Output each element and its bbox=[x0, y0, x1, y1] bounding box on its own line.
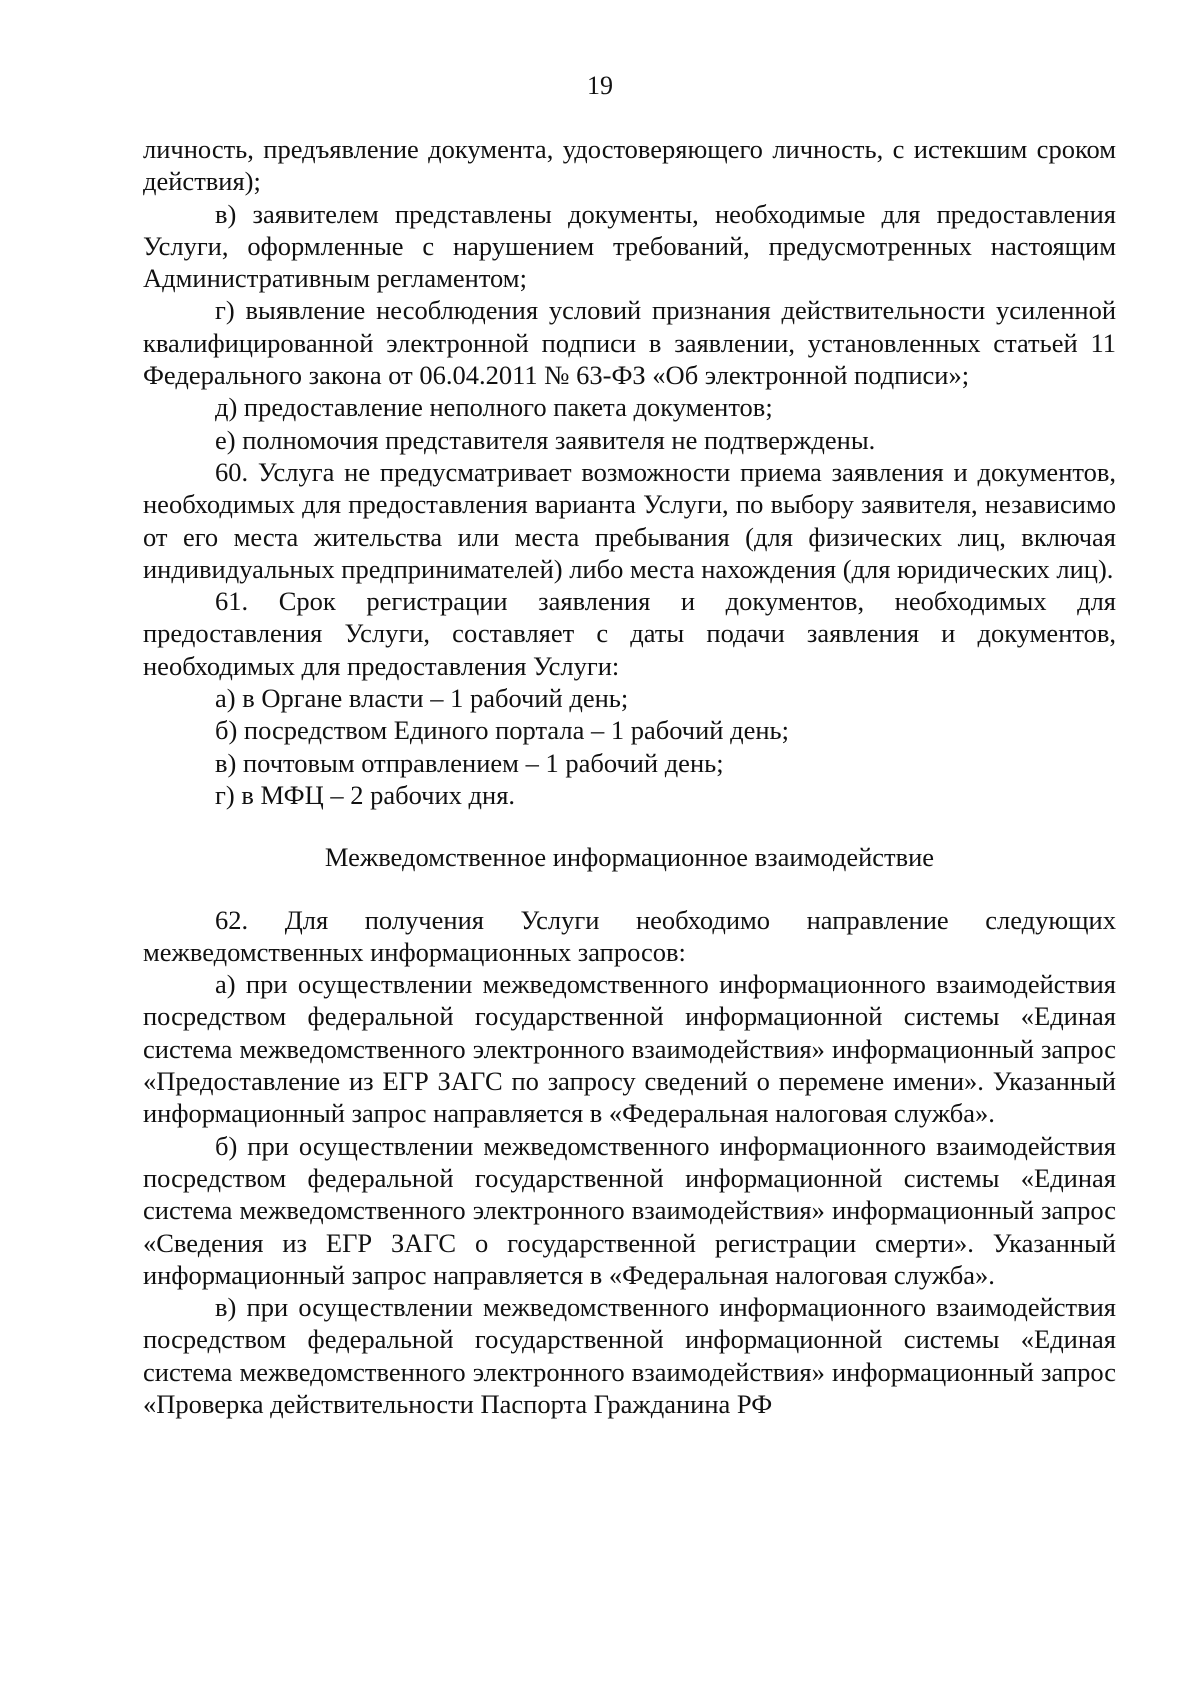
paragraph-61-v: в) почтовым отправлением – 1 рабочий день; bbox=[215, 747, 724, 778]
document-body bbox=[143, 133, 1116, 1420]
paragraph-61-a: а) в Органе власти – 1 рабочий день; bbox=[215, 683, 629, 714]
paragraph-61-b: б) посредством Единого портала – 1 рабочий день; bbox=[215, 715, 789, 746]
paragraph-62-v: в) при осуществлении межведомственного информационного взаимодействия посредством федеральной государственной информационной системы «Единая система межведомственного электронного взаимодействия» информационный запрос «Проверка действительности Паспорта Гражданина РФ bbox=[143, 1292, 1116, 1419]
paragraph-item-g: г) выявление несоблюдения условий признания действительности усиленной квалифицированной электронной подписи в заявлении, установленных статьей 11 Федерального закона от 06.04.2011 № 63-ФЗ «Об электронной подписи»; bbox=[143, 295, 1116, 391]
paragraph-item-e: е) полномочия представителя заявителя не подтверждены. bbox=[215, 424, 876, 455]
page-number: 19 bbox=[587, 71, 613, 100]
paragraph-62: 62. Для получения Услуги необходимо направление следующих межведомственных информационных запросов: bbox=[143, 904, 1116, 967]
paragraph-62-a: а) при осуществлении межведомственного информационного взаимодействия посредством федеральной государственной информационной системы «Единая система межведомственного электронного взаимодействия» информационный запрос «Предоставление из ЕГР ЗАГС по запросу сведений о перемене имени». Указанный информационный запрос направляется в «Федеральная налоговая служба». bbox=[143, 969, 1116, 1129]
paragraph-61-g: г) в МФЦ – 2 рабочих дня. bbox=[215, 779, 516, 810]
paragraph-continuation: личность, предъявление документа, удостоверяющего личность, с истекшим сроком действия); bbox=[143, 134, 1116, 197]
paragraph-61: 61. Срок регистрации заявления и документов, необходимых для предоставления Услуги, составляет с даты подачи заявления и документов, необходимых для предоставления Услуги: bbox=[143, 586, 1116, 681]
paragraph-62-b: б) при осуществлении межведомственного информационного взаимодействия посредством федеральной государственной информационной системы «Единая система межведомственного электронного взаимодействия» информационный запрос «Сведения из ЕГР ЗАГС о государственной регистрации смерти». Указанный информационный запрос направляется в «Федеральная налоговая служба». bbox=[143, 1130, 1116, 1290]
section-heading: Межведомственное информационное взаимодействие bbox=[324, 842, 935, 873]
paragraph-item-v: в) заявителем представлены документы, необходимые для предоставления Услуги, оформленные с нарушением требований, предусмотренных настоящим Административным регламентом; bbox=[143, 198, 1116, 294]
paragraph-60: 60. Услуга не предусматривает возможности приема заявления и документов, необходимых для предоставления варианта Услуги, по выбору заявителя, независимо от его места жительства или места пребывания (для физических лиц, включая индивидуальных предпринимателей) либо места нахождения (для юридических лиц). bbox=[143, 456, 1116, 584]
paragraph-item-d: д) предоставление неполного пакета документов; bbox=[215, 392, 773, 423]
